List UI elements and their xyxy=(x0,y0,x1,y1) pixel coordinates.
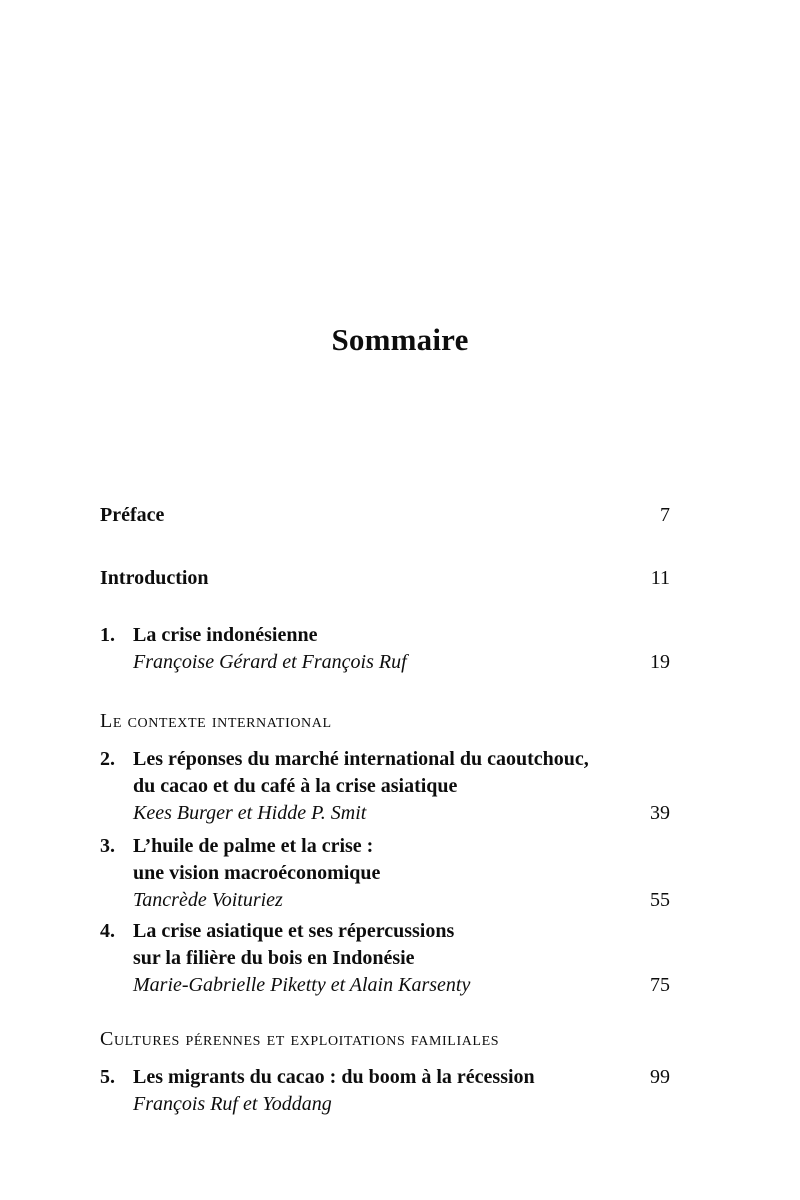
toc-entry-introduction xyxy=(100,565,670,592)
chapter-text xyxy=(133,622,626,676)
toc-entry-chapter-1 xyxy=(100,622,670,676)
chapter-number: 3. xyxy=(100,835,115,857)
toc-list xyxy=(100,502,670,1118)
chapter-number: 1. xyxy=(100,624,115,646)
page-number: 55 xyxy=(650,889,670,911)
chapter-number: 2. xyxy=(100,748,115,770)
chapter-title-line-2: une vision macroéconomique xyxy=(133,862,381,884)
entry-label: Préface xyxy=(100,504,165,526)
toc-entry-chapter-5 xyxy=(100,1064,670,1118)
toc-entry-preface xyxy=(100,502,670,529)
chapter-title-line-1: L’huile de palme et la crise : xyxy=(133,835,374,857)
page-number: 7 xyxy=(660,504,670,526)
section-heading-contexte-international: Le contexte international xyxy=(100,710,332,732)
chapter-authors: Tancrède Voituriez xyxy=(133,889,283,911)
chapter-title: La crise indonésienne xyxy=(133,624,318,646)
toc-entry-chapter-4 xyxy=(100,918,670,999)
page-title: Sommaire xyxy=(331,322,469,357)
page-number: 39 xyxy=(650,802,670,824)
entry-label: Introduction xyxy=(100,567,209,589)
chapter-text xyxy=(133,833,626,914)
chapter-text xyxy=(133,1064,626,1118)
chapter-title: Les migrants du cacao : du boom à la récession xyxy=(133,1066,535,1088)
chapter-authors: Kees Burger et Hidde P. Smit xyxy=(133,802,367,824)
chapter-title-line-2: sur la filière du bois en Indonésie xyxy=(133,947,415,969)
chapter-text xyxy=(133,918,626,999)
chapter-authors: Françoise Gérard et François Ruf xyxy=(133,651,407,673)
page-number: 75 xyxy=(650,974,670,996)
page-number: 11 xyxy=(650,567,670,589)
chapter-authors: François Ruf et Yoddang xyxy=(133,1093,332,1115)
chapter-title-line-2: du cacao et du café à la crise asiatique xyxy=(133,775,458,797)
chapter-number: 4. xyxy=(100,920,115,942)
toc-entry-chapter-2 xyxy=(100,746,670,827)
section-heading-cultures-perennes: Cultures pérennes et exploitations familiales xyxy=(100,1028,500,1050)
chapter-number: 5. xyxy=(100,1066,115,1088)
chapter-title-line-1: La crise asiatique et ses répercussions xyxy=(133,920,455,942)
chapter-text xyxy=(133,746,626,827)
toc-page xyxy=(0,322,800,1200)
toc-entry-chapter-3 xyxy=(100,833,670,914)
page-number: 19 xyxy=(650,651,670,673)
chapter-authors: Marie-Gabrielle Piketty et Alain Karsenty xyxy=(133,974,471,996)
page-number: 99 xyxy=(650,1066,670,1088)
chapter-title-line-1: Les réponses du marché international du caoutchouc, xyxy=(133,748,589,770)
